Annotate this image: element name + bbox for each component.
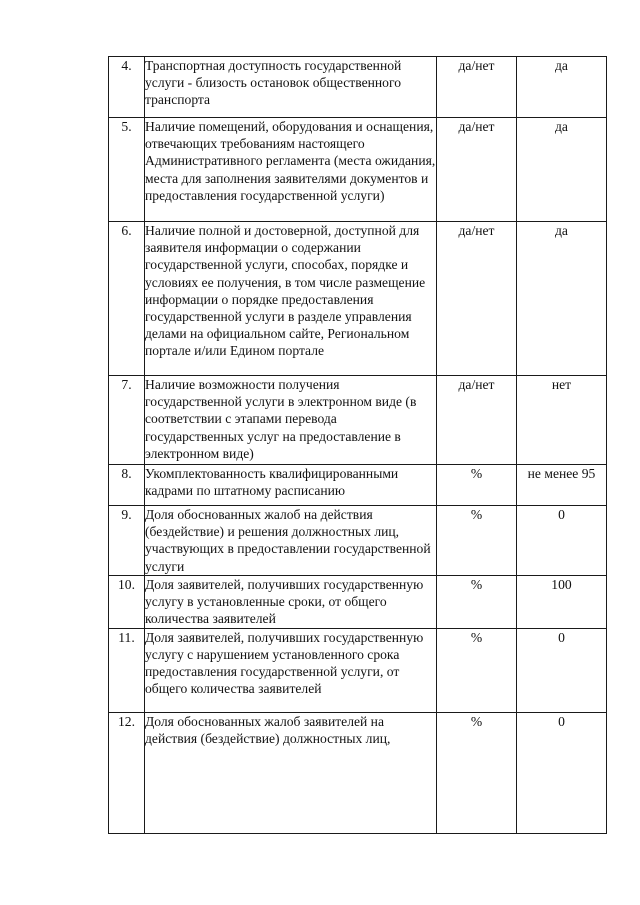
indicator-name: Укомплектованность квалифицированными кадрами по штатному расписанию: [145, 465, 437, 506]
table-row: [109, 376, 607, 465]
unit-of-measure: %: [437, 465, 517, 506]
table-row: [109, 712, 607, 833]
row-number: 6.: [109, 222, 145, 376]
indicator-name: Доля заявителей, получивших государственную услугу в установленные сроки, от общего количества заявителей: [145, 575, 437, 628]
indicator-name: Доля заявителей, получивших государственную услугу с нарушением установленного срока предоставления государственной услуги, от общего количества заявителей: [145, 628, 437, 712]
indicators-table: [108, 56, 607, 834]
table-row: [109, 506, 607, 576]
row-number: 10.: [109, 575, 145, 628]
normative-value: 0: [517, 628, 607, 712]
normative-value: 0: [517, 712, 607, 833]
indicator-name: Наличие полной и достоверной, доступной для заявителя информации о содержании государственной услуги, способах, порядке и условиях ее получения, в том числе размещение информации о порядке предоставления государственной услуги в разделе управления делами на официальном сайте, Региональном портале и/или Едином портале: [145, 222, 437, 376]
indicator-name: Наличие возможности получения государственной услуги в электронном виде (в соответствии с этапами перевода государственных услуг на предоставление в электронном виде): [145, 376, 437, 465]
indicator-name: Наличие помещений, оборудования и оснащения, отвечающих требованиям настоящего Административного регламента (места ожидания, места для заполнения заявителями документов и предоставления государственной услуги): [145, 118, 437, 222]
unit-of-measure: %: [437, 575, 517, 628]
normative-value: 100: [517, 575, 607, 628]
normative-value: да: [517, 57, 607, 118]
row-number: 9.: [109, 506, 145, 576]
row-number: 4.: [109, 57, 145, 118]
row-number: 12.: [109, 712, 145, 833]
table-row: [109, 465, 607, 506]
row-number: 5.: [109, 118, 145, 222]
unit-of-measure: да/нет: [437, 222, 517, 376]
normative-value: да: [517, 118, 607, 222]
unit-of-measure: да/нет: [437, 376, 517, 465]
normative-value: 0: [517, 506, 607, 576]
unit-of-measure: да/нет: [437, 118, 517, 222]
unit-of-measure: %: [437, 628, 517, 712]
table-row: [109, 57, 607, 118]
table-row: [109, 222, 607, 376]
table-row: [109, 118, 607, 222]
row-number: 8.: [109, 465, 145, 506]
table-row: [109, 575, 607, 628]
normative-value: не менее 95: [517, 465, 607, 506]
row-number: 7.: [109, 376, 145, 465]
normative-value: да: [517, 222, 607, 376]
unit-of-measure: да/нет: [437, 57, 517, 118]
normative-value: нет: [517, 376, 607, 465]
row-number: 11.: [109, 628, 145, 712]
unit-of-measure: %: [437, 506, 517, 576]
indicator-name: Транспортная доступность государственной услуги - близость остановок общественного транспорта: [145, 57, 437, 118]
unit-of-measure: %: [437, 712, 517, 833]
table-row: [109, 628, 607, 712]
indicator-name: Доля обоснованных жалоб на действия (бездействие) и решения должностных лиц, участвующих в предоставлении государственной услуги: [145, 506, 437, 576]
indicator-name: Доля обоснованных жалоб заявителей на действия (бездействие) должностных лиц,: [145, 712, 437, 833]
